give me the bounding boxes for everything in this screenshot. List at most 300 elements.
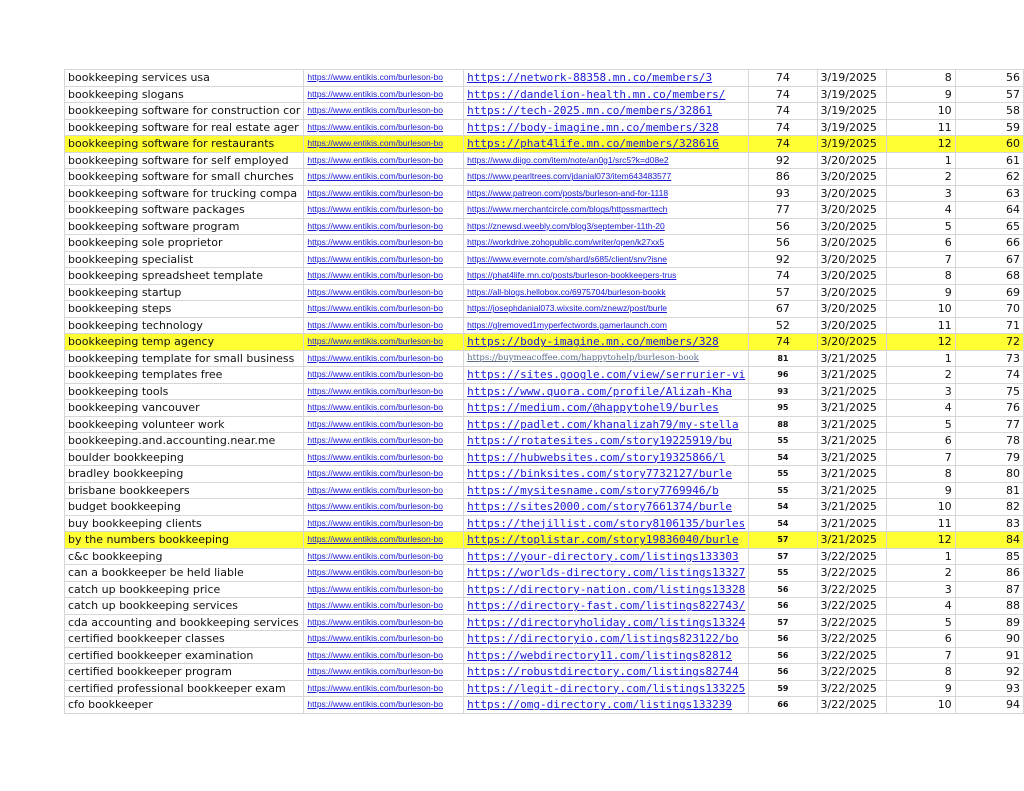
row-number-cell: 90 xyxy=(955,631,1023,648)
source-url-link[interactable]: https://www.entikis.com/burleson-bo xyxy=(304,482,464,499)
day-index-cell: 4 xyxy=(887,400,955,417)
row-number-cell: 71 xyxy=(955,317,1023,334)
table-row xyxy=(65,565,1024,582)
keyword-cell: bookkeeping software for small churches xyxy=(65,169,304,186)
date-cell: 3/20/2025 xyxy=(817,284,887,301)
backlink-url-link[interactable]: https://network-88358.mn.co/members/3 xyxy=(464,70,749,87)
score-cell: 55 xyxy=(749,466,817,483)
row-number-cell: 91 xyxy=(955,647,1023,664)
keyword-cell: catch up bookkeeping price xyxy=(65,581,304,598)
keyword-cell: budget bookkeeping xyxy=(65,499,304,516)
date-cell: 3/21/2025 xyxy=(817,433,887,450)
day-index-cell: 9 xyxy=(887,680,955,697)
backlink-url-link[interactable]: https://www.quora.com/profile/Alizah-Kha xyxy=(464,383,749,400)
keyword-cell: certified bookkeeper program xyxy=(65,664,304,681)
score-cell: 66 xyxy=(749,697,817,714)
table-row xyxy=(65,647,1024,664)
day-index-cell: 5 xyxy=(887,218,955,235)
date-cell: 3/21/2025 xyxy=(817,466,887,483)
day-index-cell: 9 xyxy=(887,482,955,499)
row-number-cell: 81 xyxy=(955,482,1023,499)
source-url-link[interactable]: https://www.entikis.com/burleson-bo xyxy=(304,697,464,714)
day-index-cell: 2 xyxy=(887,169,955,186)
row-number-cell: 66 xyxy=(955,235,1023,252)
day-index-cell: 1 xyxy=(887,152,955,169)
backlink-url-link[interactable]: https://worlds-directory.com/listings13327 xyxy=(464,565,749,582)
keyword-cell: c&c bookkeeping xyxy=(65,548,304,565)
keyword-cell: bookkeeping temp agency xyxy=(65,334,304,351)
backlink-url-link[interactable]: https://www.diigo.com/item/note/an0g1/src5?k=d08e2 xyxy=(464,152,749,169)
backlink-url-link[interactable]: https://phat4life.mn.co/members/328616 xyxy=(464,136,749,153)
table-row xyxy=(65,284,1024,301)
table-row xyxy=(65,136,1024,153)
table-row xyxy=(65,548,1024,565)
row-number-cell: 93 xyxy=(955,680,1023,697)
keyword-cell: by the numbers bookkeeping xyxy=(65,532,304,549)
day-index-cell: 5 xyxy=(887,614,955,631)
score-cell: 95 xyxy=(749,400,817,417)
row-number-cell: 57 xyxy=(955,86,1023,103)
source-url-link[interactable]: https://www.entikis.com/burleson-bo xyxy=(304,317,464,334)
score-cell: 55 xyxy=(749,565,817,582)
backlink-url-link[interactable]: https://glremoved1myperfectwords.gamerlaunch.com xyxy=(464,317,749,334)
score-cell: 81 xyxy=(749,350,817,367)
date-cell: 3/20/2025 xyxy=(817,169,887,186)
row-number-cell: 88 xyxy=(955,598,1023,615)
table-row xyxy=(65,251,1024,268)
score-cell: 93 xyxy=(749,383,817,400)
date-cell: 3/21/2025 xyxy=(817,449,887,466)
source-url-link[interactable]: https://www.entikis.com/burleson-bo xyxy=(304,103,464,120)
backlink-url-link[interactable]: https://directory-fast.com/listings822743/ xyxy=(464,598,749,615)
date-cell: 3/21/2025 xyxy=(817,532,887,549)
table-row xyxy=(65,317,1024,334)
score-cell: 74 xyxy=(749,103,817,120)
score-cell: 56 xyxy=(749,647,817,664)
keyword-cell: certified bookkeeper examination xyxy=(65,647,304,664)
table-row xyxy=(65,433,1024,450)
date-cell: 3/19/2025 xyxy=(817,103,887,120)
row-number-cell: 79 xyxy=(955,449,1023,466)
backlink-url-link[interactable]: https://www.pearltrees.com/jdanial073/item643483577 xyxy=(464,169,749,186)
table-row xyxy=(65,532,1024,549)
date-cell: 3/20/2025 xyxy=(817,268,887,285)
source-url-link[interactable]: https://www.entikis.com/burleson-bo xyxy=(304,70,464,87)
day-index-cell: 3 xyxy=(887,185,955,202)
keyword-cell: bookkeeping volunteer work xyxy=(65,416,304,433)
score-cell: 55 xyxy=(749,433,817,450)
backlink-url-link[interactable]: https://medium.com/@happytohel9/burles xyxy=(464,400,749,417)
row-number-cell: 62 xyxy=(955,169,1023,186)
source-url-link[interactable]: https://www.entikis.com/burleson-bo xyxy=(304,383,464,400)
row-number-cell: 83 xyxy=(955,515,1023,532)
backlink-url-link[interactable]: https://body-imagine.mn.co/members/328 xyxy=(464,119,749,136)
source-url-link[interactable]: https://www.entikis.com/burleson-bo xyxy=(304,367,464,384)
backlink-url-link[interactable]: https://your-directory.com/listings133303 xyxy=(464,548,749,565)
source-url-link[interactable]: https://www.entikis.com/burleson-bo xyxy=(304,235,464,252)
date-cell: 3/21/2025 xyxy=(817,400,887,417)
date-cell: 3/19/2025 xyxy=(817,70,887,87)
score-cell: 92 xyxy=(749,251,817,268)
date-cell: 3/20/2025 xyxy=(817,235,887,252)
date-cell: 3/20/2025 xyxy=(817,317,887,334)
table-row xyxy=(65,466,1024,483)
backlink-url-link[interactable]: https://workdrive.zohopublic.com/writer/open/k27xx5 xyxy=(464,235,749,252)
keyword-cell: bookkeeping.and.accounting.near.me xyxy=(65,433,304,450)
score-cell: 56 xyxy=(749,664,817,681)
source-url-link[interactable]: https://www.entikis.com/burleson-bo xyxy=(304,581,464,598)
score-cell: 74 xyxy=(749,334,817,351)
backlink-url-link[interactable]: https://sites.google.com/view/serrurier-vi xyxy=(464,367,749,384)
keyword-cell: bookkeeping software for self employed xyxy=(65,152,304,169)
keyword-cell: boulder bookkeeping xyxy=(65,449,304,466)
table-row xyxy=(65,680,1024,697)
day-index-cell: 9 xyxy=(887,86,955,103)
backlink-url-link[interactable]: https://directory-nation.com/listings13328 xyxy=(464,581,749,598)
day-index-cell: 3 xyxy=(887,581,955,598)
date-cell: 3/21/2025 xyxy=(817,383,887,400)
date-cell: 3/20/2025 xyxy=(817,334,887,351)
row-number-cell: 70 xyxy=(955,301,1023,318)
keyword-cell: bookkeeping slogans xyxy=(65,86,304,103)
score-cell: 56 xyxy=(749,631,817,648)
score-cell: 93 xyxy=(749,185,817,202)
keyword-cell: bookkeeping sole proprietor xyxy=(65,235,304,252)
score-cell: 86 xyxy=(749,169,817,186)
source-url-link[interactable]: https://www.entikis.com/burleson-bo xyxy=(304,169,464,186)
keyword-cell: brisbane bookkeepers xyxy=(65,482,304,499)
table-row xyxy=(65,664,1024,681)
table-row xyxy=(65,367,1024,384)
backlink-url-link[interactable]: https://josephdanial073.wixsite.com/znewz/post/burle xyxy=(464,301,749,318)
source-url-link[interactable]: https://www.entikis.com/burleson-bo xyxy=(304,350,464,367)
keyword-cell: catch up bookkeeping services xyxy=(65,598,304,615)
keyword-cell: bookkeeping software packages xyxy=(65,202,304,219)
table-row xyxy=(65,631,1024,648)
day-index-cell: 10 xyxy=(887,697,955,714)
day-index-cell: 12 xyxy=(887,136,955,153)
day-index-cell: 8 xyxy=(887,466,955,483)
source-url-link[interactable]: https://www.entikis.com/burleson-bo xyxy=(304,647,464,664)
source-url-link[interactable]: https://www.entikis.com/burleson-bo xyxy=(304,416,464,433)
table-row xyxy=(65,614,1024,631)
date-cell: 3/20/2025 xyxy=(817,152,887,169)
table-row xyxy=(65,334,1024,351)
score-cell: 59 xyxy=(749,680,817,697)
table-row xyxy=(65,301,1024,318)
keyword-cell: certified bookkeeper classes xyxy=(65,631,304,648)
day-index-cell: 1 xyxy=(887,548,955,565)
row-number-cell: 75 xyxy=(955,383,1023,400)
keyword-cell: bookkeeping software program xyxy=(65,218,304,235)
row-number-cell: 63 xyxy=(955,185,1023,202)
row-number-cell: 56 xyxy=(955,70,1023,87)
keyword-cell: bookkeeping tools xyxy=(65,383,304,400)
source-url-link[interactable]: https://www.entikis.com/burleson-bo xyxy=(304,334,464,351)
row-number-cell: 61 xyxy=(955,152,1023,169)
table-row xyxy=(65,169,1024,186)
source-url-link[interactable]: https://www.entikis.com/burleson-bo xyxy=(304,185,464,202)
keyword-cell: cda accounting and bookkeeping services xyxy=(65,614,304,631)
date-cell: 3/22/2025 xyxy=(817,614,887,631)
date-cell: 3/21/2025 xyxy=(817,482,887,499)
row-number-cell: 65 xyxy=(955,218,1023,235)
backlink-url-link[interactable]: https://directoryholiday.com/listings13324 xyxy=(464,614,749,631)
backlink-url-link[interactable]: https://toplistar.com/story19836040/burle xyxy=(464,532,749,549)
source-url-link[interactable]: https://www.entikis.com/burleson-bo xyxy=(304,251,464,268)
source-url-link[interactable]: https://www.entikis.com/burleson-bo xyxy=(304,400,464,417)
day-index-cell: 10 xyxy=(887,499,955,516)
date-cell: 3/20/2025 xyxy=(817,301,887,318)
keyword-cell: bookkeeping vancouver xyxy=(65,400,304,417)
score-cell: 57 xyxy=(749,532,817,549)
date-cell: 3/22/2025 xyxy=(817,697,887,714)
date-cell: 3/20/2025 xyxy=(817,202,887,219)
day-index-cell: 5 xyxy=(887,416,955,433)
keyword-cell: buy bookkeeping clients xyxy=(65,515,304,532)
source-url-link[interactable]: https://www.entikis.com/burleson-bo xyxy=(304,268,464,285)
day-index-cell: 1 xyxy=(887,350,955,367)
date-cell: 3/21/2025 xyxy=(817,499,887,516)
backlink-url-link[interactable]: https://robustdirectory.com/listings82744 xyxy=(464,664,749,681)
backlink-url-link[interactable]: https://www.evernote.com/shard/s685/client/snv?isne xyxy=(464,251,749,268)
score-cell: 54 xyxy=(749,499,817,516)
source-url-link[interactable]: https://www.entikis.com/burleson-bo xyxy=(304,433,464,450)
row-number-cell: 74 xyxy=(955,367,1023,384)
source-url-link[interactable]: https://www.entikis.com/burleson-bo xyxy=(304,152,464,169)
backlink-url-link[interactable]: https://webdirectory11.com/listings82812 xyxy=(464,647,749,664)
date-cell: 3/19/2025 xyxy=(817,136,887,153)
row-number-cell: 73 xyxy=(955,350,1023,367)
row-number-cell: 89 xyxy=(955,614,1023,631)
keyword-cell: bookkeeping specialist xyxy=(65,251,304,268)
row-number-cell: 78 xyxy=(955,433,1023,450)
table-row xyxy=(65,598,1024,615)
keyword-cell: bookkeeping technology xyxy=(65,317,304,334)
score-cell: 56 xyxy=(749,218,817,235)
keyword-cell: bookkeeping startup xyxy=(65,284,304,301)
table-row xyxy=(65,449,1024,466)
source-url-link[interactable]: https://www.entikis.com/burleson-bo xyxy=(304,631,464,648)
table-row xyxy=(65,86,1024,103)
day-index-cell: 7 xyxy=(887,251,955,268)
row-number-cell: 58 xyxy=(955,103,1023,120)
score-cell: 56 xyxy=(749,235,817,252)
table-row xyxy=(65,383,1024,400)
source-url-link[interactable]: https://www.entikis.com/burleson-bo xyxy=(304,515,464,532)
table-row xyxy=(65,416,1024,433)
table-row xyxy=(65,350,1024,367)
backlink-url-link[interactable]: https://directoryio.com/listings823122/bo xyxy=(464,631,749,648)
source-url-link[interactable]: https://www.entikis.com/burleson-bo xyxy=(304,218,464,235)
row-number-cell: 86 xyxy=(955,565,1023,582)
backlink-url-link[interactable]: https://mysitesname.com/story7769946/b xyxy=(464,482,749,499)
backlink-url-link[interactable]: https://buymeacoffee.com/happytohelp/burleson-book xyxy=(464,350,749,367)
day-index-cell: 8 xyxy=(887,268,955,285)
keyword-cell: bookkeeping services usa xyxy=(65,70,304,87)
row-number-cell: 59 xyxy=(955,119,1023,136)
backlink-url-link[interactable]: https://omg-directory.com/listings133239 xyxy=(464,697,749,714)
table-row xyxy=(65,482,1024,499)
keyword-cell: certified professional bookkeeper exam xyxy=(65,680,304,697)
source-url-link[interactable]: https://www.entikis.com/burleson-bo xyxy=(304,614,464,631)
row-number-cell: 92 xyxy=(955,664,1023,681)
day-index-cell: 8 xyxy=(887,664,955,681)
source-url-link[interactable]: https://www.entikis.com/burleson-bo xyxy=(304,565,464,582)
row-number-cell: 82 xyxy=(955,499,1023,516)
score-cell: 74 xyxy=(749,136,817,153)
backlink-url-link[interactable]: https://rotatesites.com/story19225919/bu xyxy=(464,433,749,450)
backlink-url-link[interactable]: https://www.patreon.com/posts/burleson-and-for-1118 xyxy=(464,185,749,202)
backlink-url-link[interactable]: https://www.merchantcircle.com/blogs/httpssmarttech xyxy=(464,202,749,219)
date-cell: 3/22/2025 xyxy=(817,565,887,582)
table-row xyxy=(65,70,1024,87)
score-cell: 74 xyxy=(749,70,817,87)
row-number-cell: 60 xyxy=(955,136,1023,153)
day-index-cell: 4 xyxy=(887,202,955,219)
spreadsheet-table xyxy=(64,69,1024,714)
day-index-cell: 4 xyxy=(887,598,955,615)
day-index-cell: 9 xyxy=(887,284,955,301)
date-cell: 3/22/2025 xyxy=(817,548,887,565)
table-row xyxy=(65,515,1024,532)
source-url-link[interactable]: https://www.entikis.com/burleson-bo xyxy=(304,466,464,483)
backlink-url-link[interactable]: https://body-imagine.mn.co/members/328 xyxy=(464,334,749,351)
source-url-link[interactable]: https://www.entikis.com/burleson-bo xyxy=(304,664,464,681)
score-cell: 74 xyxy=(749,86,817,103)
date-cell: 3/21/2025 xyxy=(817,515,887,532)
day-index-cell: 2 xyxy=(887,565,955,582)
backlink-url-link[interactable]: https://padlet.com/khanalizah79/my-stella xyxy=(464,416,749,433)
backlink-url-link[interactable]: https://dandelion-health.mn.co/members/ xyxy=(464,86,749,103)
backlink-url-link[interactable]: https://phat4life.mn.co/posts/burleson-bookkeepers-trus xyxy=(464,268,749,285)
row-number-cell: 76 xyxy=(955,400,1023,417)
date-cell: 3/20/2025 xyxy=(817,251,887,268)
score-cell: 52 xyxy=(749,317,817,334)
date-cell: 3/22/2025 xyxy=(817,680,887,697)
row-number-cell: 84 xyxy=(955,532,1023,549)
table-row xyxy=(65,268,1024,285)
day-index-cell: 12 xyxy=(887,334,955,351)
day-index-cell: 10 xyxy=(887,103,955,120)
score-cell: 57 xyxy=(749,548,817,565)
source-url-link[interactable]: https://www.entikis.com/burleson-bo xyxy=(304,202,464,219)
date-cell: 3/22/2025 xyxy=(817,631,887,648)
day-index-cell: 3 xyxy=(887,383,955,400)
day-index-cell: 12 xyxy=(887,532,955,549)
backlink-url-link[interactable]: https://sites2000.com/story7661374/burle xyxy=(464,499,749,516)
source-url-link[interactable]: https://www.entikis.com/burleson-bo xyxy=(304,86,464,103)
keyword-cell: bradley bookkeeping xyxy=(65,466,304,483)
score-cell: 74 xyxy=(749,268,817,285)
row-number-cell: 69 xyxy=(955,284,1023,301)
source-url-link[interactable]: https://www.entikis.com/burleson-bo xyxy=(304,119,464,136)
date-cell: 3/20/2025 xyxy=(817,218,887,235)
source-url-link[interactable]: https://www.entikis.com/burleson-bo xyxy=(304,136,464,153)
date-cell: 3/21/2025 xyxy=(817,416,887,433)
table-row xyxy=(65,235,1024,252)
backlink-url-link[interactable]: https://legit-directory.com/listings133225 xyxy=(464,680,749,697)
score-cell: 96 xyxy=(749,367,817,384)
day-index-cell: 8 xyxy=(887,70,955,87)
day-index-cell: 6 xyxy=(887,235,955,252)
date-cell: 3/22/2025 xyxy=(817,664,887,681)
score-cell: 54 xyxy=(749,449,817,466)
score-cell: 56 xyxy=(749,598,817,615)
score-cell: 54 xyxy=(749,515,817,532)
source-url-link[interactable]: https://www.entikis.com/burleson-bo xyxy=(304,301,464,318)
day-index-cell: 2 xyxy=(887,367,955,384)
table-row xyxy=(65,581,1024,598)
backlink-url-link[interactable]: https://znewsd.weebly.com/blog3/september-11th-20 xyxy=(464,218,749,235)
date-cell: 3/19/2025 xyxy=(817,119,887,136)
source-url-link[interactable]: https://www.entikis.com/burleson-bo xyxy=(304,284,464,301)
score-cell: 57 xyxy=(749,284,817,301)
keyword-cell: bookkeeping software for restaurants xyxy=(65,136,304,153)
table-row xyxy=(65,218,1024,235)
backlink-url-link[interactable]: https://tech-2025.mn.co/members/32861 xyxy=(464,103,749,120)
source-url-link[interactable]: https://www.entikis.com/burleson-bo xyxy=(304,449,464,466)
row-number-cell: 64 xyxy=(955,202,1023,219)
date-cell: 3/21/2025 xyxy=(817,350,887,367)
table-row xyxy=(65,400,1024,417)
date-cell: 3/22/2025 xyxy=(817,598,887,615)
source-url-link[interactable]: https://www.entikis.com/burleson-bo xyxy=(304,499,464,516)
keyword-cell: bookkeeping software for construction cor xyxy=(65,103,304,120)
table-row xyxy=(65,103,1024,120)
keyword-cell: cfo bookkeeper xyxy=(65,697,304,714)
day-index-cell: 10 xyxy=(887,301,955,318)
row-number-cell: 72 xyxy=(955,334,1023,351)
backlink-url-link[interactable]: https://all-blogs.hellobox.co/6975704/burleson-bookk xyxy=(464,284,749,301)
day-index-cell: 11 xyxy=(887,317,955,334)
row-number-cell: 68 xyxy=(955,268,1023,285)
date-cell: 3/22/2025 xyxy=(817,647,887,664)
backlink-url-link[interactable]: https://binksites.com/story7732127/burle xyxy=(464,466,749,483)
source-url-link[interactable]: https://www.entikis.com/burleson-bo xyxy=(304,680,464,697)
keyword-cell: bookkeeping templates free xyxy=(65,367,304,384)
keyword-cell: can a bookkeeper be held liable xyxy=(65,565,304,582)
table-row xyxy=(65,499,1024,516)
backlink-url-link[interactable]: https://hubwebsites.com/story19325866/l xyxy=(464,449,749,466)
row-number-cell: 94 xyxy=(955,697,1023,714)
date-cell: 3/20/2025 xyxy=(817,185,887,202)
source-url-link[interactable]: https://www.entikis.com/burleson-bo xyxy=(304,598,464,615)
day-index-cell: 11 xyxy=(887,515,955,532)
table-row xyxy=(65,697,1024,714)
score-cell: 92 xyxy=(749,152,817,169)
day-index-cell: 11 xyxy=(887,119,955,136)
score-cell: 57 xyxy=(749,614,817,631)
date-cell: 3/22/2025 xyxy=(817,581,887,598)
table-row xyxy=(65,152,1024,169)
day-index-cell: 7 xyxy=(887,647,955,664)
day-index-cell: 7 xyxy=(887,449,955,466)
table-row xyxy=(65,202,1024,219)
row-number-cell: 80 xyxy=(955,466,1023,483)
score-cell: 55 xyxy=(749,482,817,499)
date-cell: 3/19/2025 xyxy=(817,86,887,103)
table-row xyxy=(65,119,1024,136)
backlink-url-link[interactable]: https://thejillist.com/story8106135/burles xyxy=(464,515,749,532)
source-url-link[interactable]: https://www.entikis.com/burleson-bo xyxy=(304,532,464,549)
source-url-link[interactable]: https://www.entikis.com/burleson-bo xyxy=(304,548,464,565)
keyword-cell: bookkeeping template for small business xyxy=(65,350,304,367)
score-cell: 67 xyxy=(749,301,817,318)
table-row xyxy=(65,185,1024,202)
score-cell: 56 xyxy=(749,581,817,598)
row-number-cell: 77 xyxy=(955,416,1023,433)
